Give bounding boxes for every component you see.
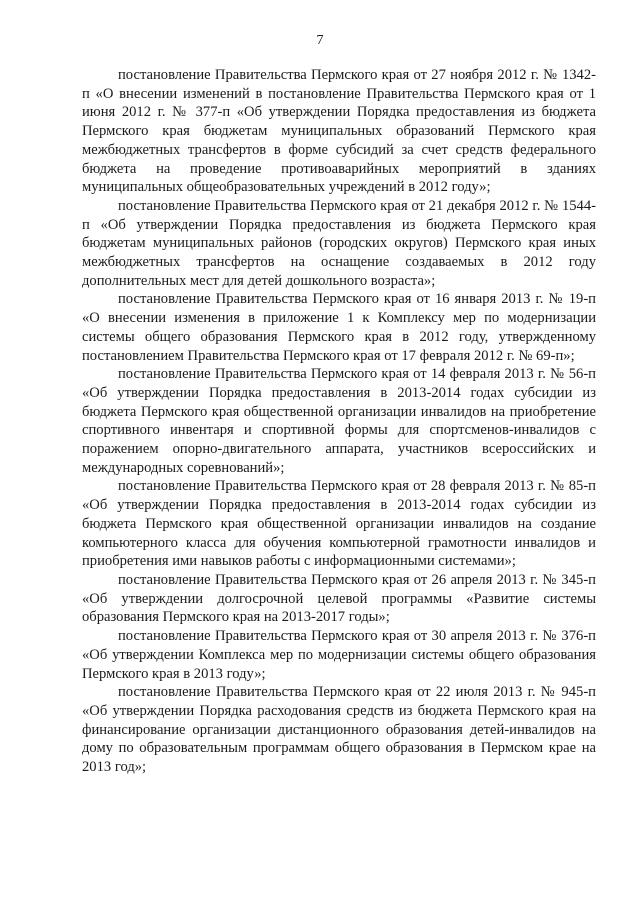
document-body — [82, 66, 596, 777]
page-number: 7 — [316, 33, 324, 48]
paragraph-6: постановление Правительства Пермского края от 26 апреля 2013 г. № 345-п «Об утверждении долгосрочной целевой программы «Развитие системы образования Пермского края на 2013-2017 годы»; — [82, 571, 596, 626]
paragraph-4: постановление Правительства Пермского края от 14 февраля 2013 г. № 56-п «Об утверждении Порядка предоставления в 2013-2014 годах субсидии из бюджета Пермского края общественной организации инвалидов на приобретение спортивного инвентаря и спортивной формы для спортсменов-инвалидов с поражением опорно-двигательного аппарата, участников всероссийских и международных соревнований»; — [82, 366, 596, 476]
paragraph-3: постановление Правительства Пермского края от 16 января 2013 г. № 19-п «О внесении изменения в приложение 1 к Комплексу мер по модернизации системы общего образования Пермского края в 2012 году, утвержденному постановлением Правительства Пермского края от 17 февраля 2012 г. № 69-п»; — [82, 291, 596, 364]
paragraph-8: постановление Правительства Пермского края от 22 июля 2013 г. № 945-п «Об утверждении Порядка расходования средств из бюджета Пермского края на финансирование организации дистанционного образования детей-инвалидов на дому по образовательным программам общего образования в Пермском крае на 2013 год»; — [82, 684, 596, 776]
paragraph-2: постановление Правительства Пермского края от 21 декабря 2012 г. № 1544-п «Об утверждении Порядка предоставления из бюджета Пермского края бюджетам муниципальных районов (городских округов) Пермского края иных межбюджетных трансфертов на оснащение создаваемых в 2012 году дополнительных мест для детей дошкольного возраста»; — [82, 197, 596, 289]
paragraph-5: постановление Правительства Пермского края от 28 февраля 2013 г. № 85-п «Об утверждении Порядка предоставления в 2013-2014 годах субсидии из бюджета Пермского края общественной организации инвалидов на создание компьютерного класса для обучения компьютерной грамотности инвалидов и приобретения ими навыков работы с информационными системами»; — [82, 478, 596, 570]
paragraph-7: постановление Правительства Пермского края от 30 апреля 2013 г. № 376-п «Об утверждении Комплекса мер по модернизации системы общего образования Пермского края в 2013 году»; — [82, 628, 596, 682]
paragraph-1: постановление Правительства Пермского края от 27 ноября 2012 г. № 1342-п «О внесении изменений в постановление Правительства Пермского края от 1 июня 2012 г. № 377-п «Об утверждении Порядка предоставления из бюджета Пермского края бюджетам муниципальных образований Пермского края межбюджетных трансфертов в форме субсидий за счет средств федерального бюджета на проведение противоаварийных мероприятий в зданиях муниципальных общеобразовательных учреждений в 2012 году»; — [82, 67, 596, 196]
